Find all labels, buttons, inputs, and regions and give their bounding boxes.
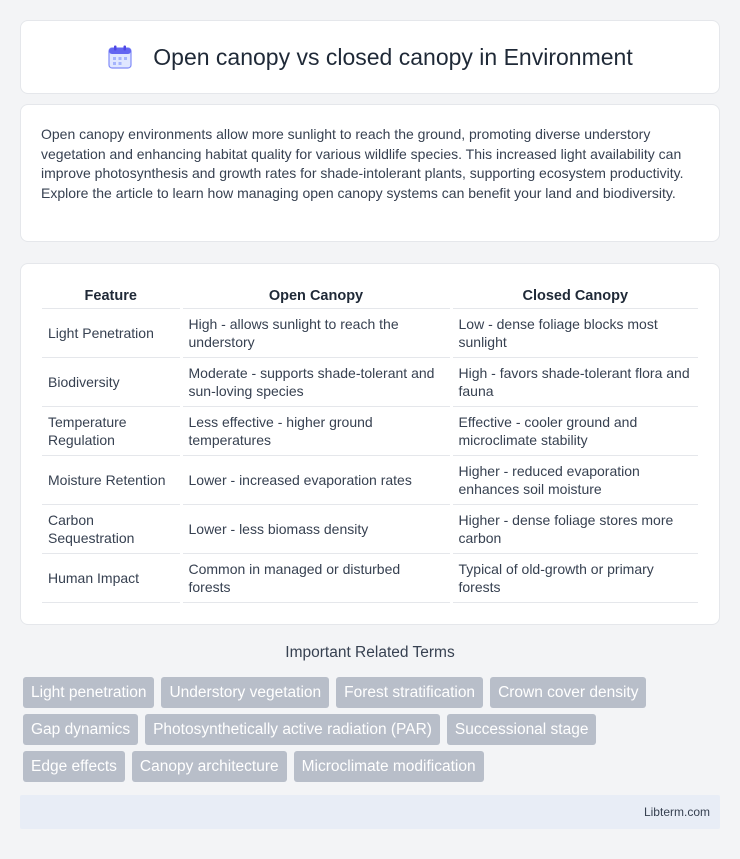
tag-crown-cover-density[interactable]: Crown cover density <box>490 677 646 708</box>
header-feature: Feature <box>42 284 181 308</box>
calendar-icon <box>107 44 133 70</box>
tag-forest-stratification[interactable]: Forest stratification <box>336 677 483 708</box>
cell-open: Moderate - supports shade-tolerant and sun-loving species <box>181 357 451 406</box>
tag-par[interactable]: Photosynthetically active radiation (PAR) <box>145 714 440 745</box>
table-header-row <box>42 284 698 308</box>
cell-closed: Higher - reduced evaporation enhances soil moisture <box>451 455 698 504</box>
cell-open: Common in managed or disturbed forests <box>181 553 451 602</box>
intro-card <box>20 104 720 242</box>
cell-closed: High - favors shade-tolerant flora and fauna <box>451 357 698 406</box>
cell-closed: Typical of old-growth or primary forests <box>451 553 698 602</box>
table-row <box>42 553 698 602</box>
tag-gap-dynamics[interactable]: Gap dynamics <box>23 714 138 745</box>
table-row <box>42 455 698 504</box>
cell-feature: Human Impact <box>42 553 181 602</box>
tag-row <box>23 751 723 782</box>
tag-understory-vegetation[interactable]: Understory vegetation <box>161 677 329 708</box>
cell-feature: Temperature Regulation <box>42 406 181 455</box>
cell-feature: Biodiversity <box>42 357 181 406</box>
comparison-table <box>42 284 698 603</box>
footer-site-link[interactable]: Libterm.com <box>643 805 710 819</box>
related-terms-tags <box>23 677 723 788</box>
cell-closed: Effective - cooler ground and microclimate stability <box>451 406 698 455</box>
table-row <box>42 357 698 406</box>
tag-successional-stage[interactable]: Successional stage <box>447 714 597 745</box>
tag-canopy-architecture[interactable]: Canopy architecture <box>132 751 287 782</box>
cell-feature: Carbon Sequestration <box>42 504 181 553</box>
title-card <box>20 20 720 94</box>
cell-open: Less effective - higher ground temperatures <box>181 406 451 455</box>
intro-text: Open canopy environments allow more sunlight to reach the ground, promoting diverse understory vegetation and enhancing habitat quality for various wildlife species. This increased light availability can improve photosynthesis and growth rates for shade-intolerant plants, supporting ecosystem productivity. Explore the article to learn how managing open canopy systems can benefit your land and biodiversity. <box>41 126 684 201</box>
page-title: Open canopy vs closed canopy in Environment <box>153 43 633 70</box>
table-row <box>42 504 698 553</box>
table-row <box>42 406 698 455</box>
cell-feature: Moisture Retention <box>42 455 181 504</box>
cell-feature: Light Penetration <box>42 308 181 357</box>
comparison-table-card <box>20 263 720 625</box>
tag-microclimate-modification[interactable]: Microclimate modification <box>294 751 484 782</box>
cell-open: High - allows sunlight to reach the understory <box>181 308 451 357</box>
related-terms-title: Important Related Terms <box>285 644 455 661</box>
header-open-canopy: Open Canopy <box>181 284 451 308</box>
cell-closed: Low - dense foliage blocks most sunlight <box>451 308 698 357</box>
footer <box>20 795 720 829</box>
cell-closed: Higher - dense foliage stores more carbon <box>451 504 698 553</box>
header-closed-canopy: Closed Canopy <box>451 284 698 308</box>
table-row <box>42 308 698 357</box>
tag-edge-effects[interactable]: Edge effects <box>23 751 125 782</box>
cell-open: Lower - less biomass density <box>181 504 451 553</box>
cell-open: Lower - increased evaporation rates <box>181 455 451 504</box>
tag-row <box>23 714 723 745</box>
tag-row <box>23 677 723 708</box>
tag-light-penetration[interactable]: Light penetration <box>23 677 154 708</box>
